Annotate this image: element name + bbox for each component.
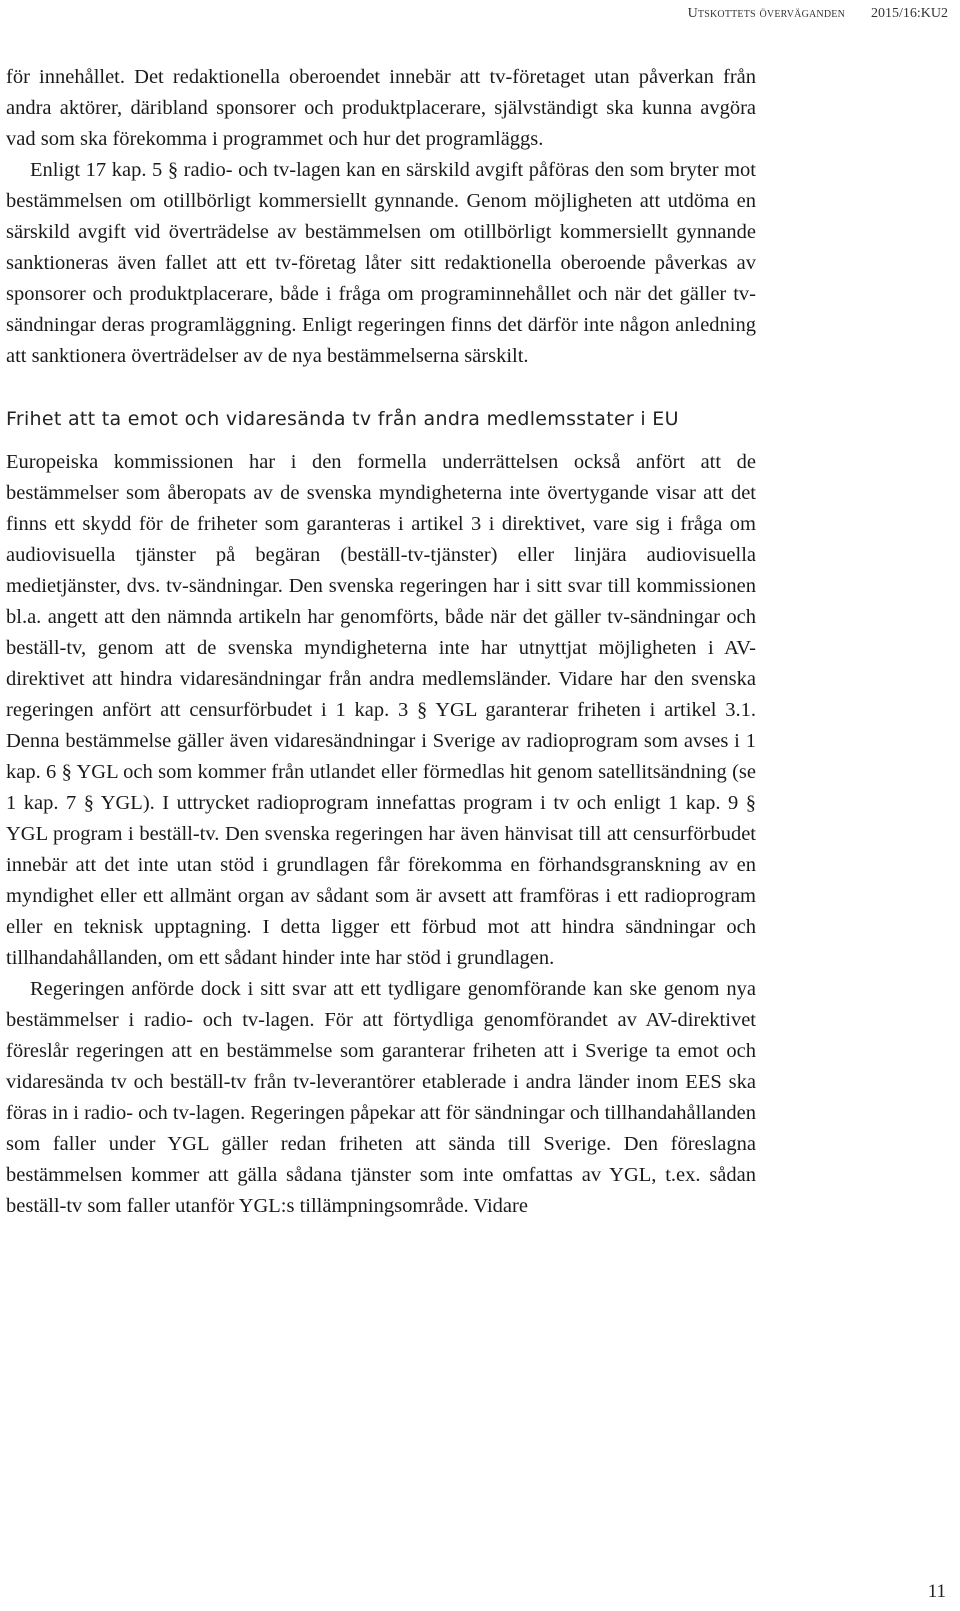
- document-body: [6, 62, 756, 1222]
- running-header: [688, 6, 948, 22]
- paragraph-commission: Europeiska kommissionen har i den formella underrättelsen också anfört att de bestämmelser som åberopats av de svenska myndigheterna inte övertygande visar att det finns ett skydd för de friheter som garanteras i artikel 3 i direktivet, vare sig i fråga om audiovisuella tjänster på begäran (beställ-tv-tjänster) eller linjära audiovisuella medietjänster, dvs. tv-sändningar. Den svenska regeringen har i sitt svar till kommissionen bl.a. angett att den nämnda artikeln har genomförts, både när det gäller tv-sändningar och beställ-tv, genom att de svenska myndigheterna inte har utnyttjat möjligheten i AV-direktivet att hindra vidaresändningar från andra medlemsländer. Vidare har den svenska regeringen anfört att censurförbudet i 1 kap. 3 § YGL garanterar friheten i artikel 3.1. Denna bestämmelse gäller även vidaresändningar i Sverige av radioprogram som avses i 1 kap. 6 § YGL och som kommer från utlandet eller förmedlas hit genom satellitsändning (se 1 kap. 7 § YGL). I uttrycket radioprogram innefattas program i tv och enligt 1 kap. 9 § YGL program i beställ-tv. Den svenska regeringen har även hänvisat till att censurförbudet innebär att det inte utan stöd i grundlagen får förekomma en förhandsgranskning av en myndighet eller ett allmänt organ av sådant som är avsett att framföras i ett radioprogram eller en teknisk upptagning. I detta ligger ett förbud mot att hindra sändningar och tillhandahållanden, om ett sådant hinder inte har stöd i grundlagen.: [6, 451, 756, 969]
- section-heading: Frihet att ta emot och vidaresända tv från andra medlemsstater i EU: [6, 408, 679, 430]
- paragraph-sanction: Enligt 17 kap. 5 § radio- och tv-lagen kan en särskild avgift påföras den som bryter mot bestämmelsen om otillbörligt kommersiellt gynnande. Genom möjligheten att utdöma en särskild avgift vid överträdelse av bestämmelsen om otillbörligt kommersiellt gynnande sanktioneras även fallet att ett tv-företag låter sitt redaktionella oberoende påverkas av sponsorer och produktplacerare, både i fråga om programinnehållet och när det gäller tv-sändningar deras programläggning. Enligt regeringen finns det därför inte någon anledning att sanktionera överträdelser av de nya bestämmelserna särskilt.: [6, 159, 756, 367]
- page-number: 11: [927, 1581, 946, 1602]
- header-section-title: Utskottets överväganden: [687, 6, 845, 21]
- paragraph-government: Regeringen anförde dock i sitt svar att ett tydligare genomförande kan ske genom nya bestämmelser i radio- och tv-lagen. För att förtydliga genomförandet av AV-direktivet föreslår regeringen att en bestämmelse som garanterar friheten att i Sverige ta emot och vidaresända tv och beställ-tv från tv-leverantörer etablerade i andra länder inom EES ska föras in i radio- och tv-lagen. Regeringen påpekar att för sändningar och tillhandahållanden som faller under YGL gäller redan friheten att sända till Sverige. Den föreslagna bestämmelsen kommer att gälla sådana tjänster som inte omfattas av YGL, t.ex. sådan beställ-tv som faller utanför YGL:s tillämpningsområde. Vidare: [6, 978, 756, 1217]
- header-document-id: 2015/16:KU2: [871, 6, 948, 21]
- paragraph-continued: för innehållet. Det redaktionella oberoendet innebär att tv-företaget utan påverkan från andra aktörer, däribland sponsorer och produktplacerare, självständigt ska kunna avgöra vad som ska förekomma i programmet och hur det programläggs.: [6, 66, 756, 150]
